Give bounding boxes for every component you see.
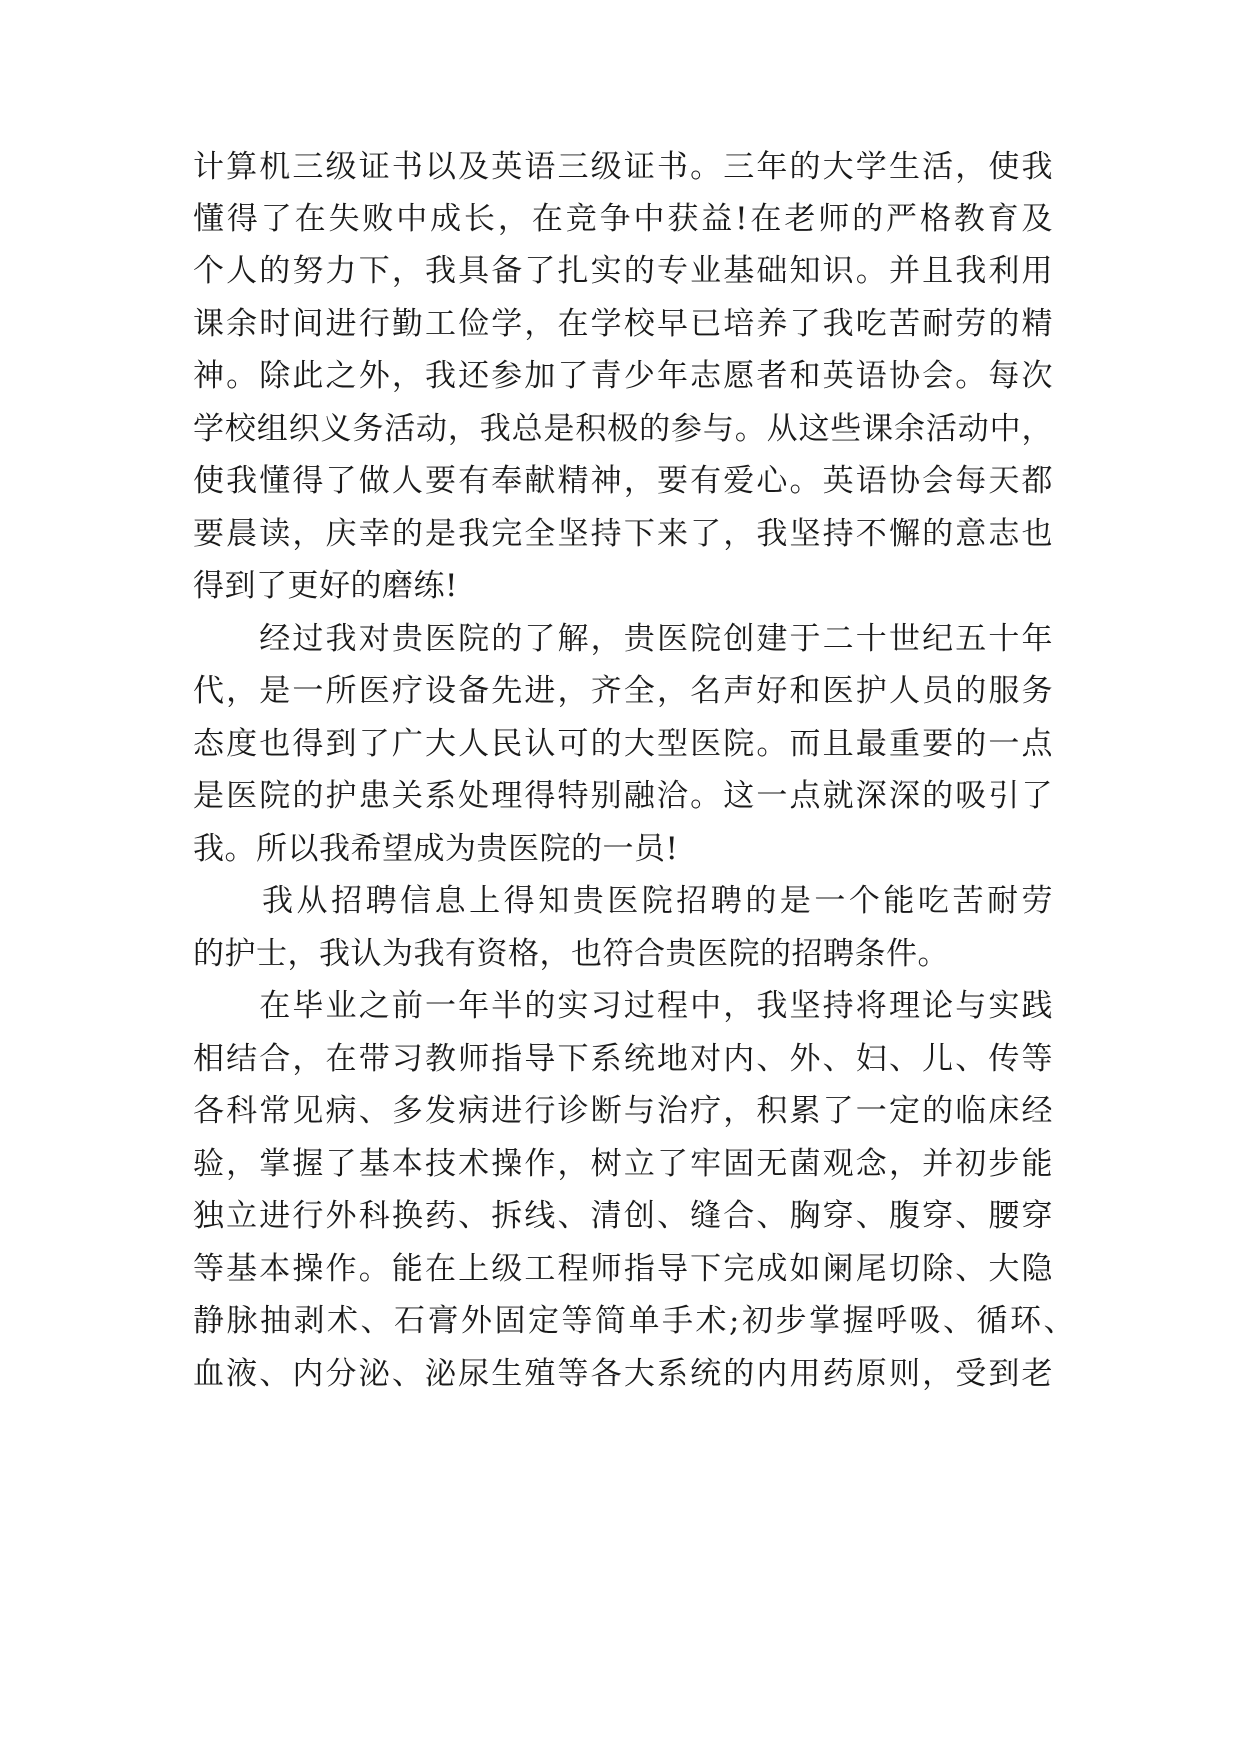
text-line: 计算机三级证书以及英语三级证书。三年的大学生活，使我: [193, 149, 1053, 185]
text-line: 得到了更好的磨练!: [193, 568, 458, 604]
paragraph-start-line: 在毕业之前一年半的实习过程中，我坚持将理论与实践: [193, 988, 1053, 1024]
paragraph-start-line: 我从招聘信息上得知贵医院招聘的是一个能吃苦耐劳: [193, 883, 1053, 919]
text-line: 等基本操作。能在上级工程师指导下完成如阑尾切除、大隐: [193, 1251, 1053, 1287]
text-line: 我。所以我希望成为贵医院的一员!: [193, 831, 679, 867]
text-line: 懂得了在失败中成长，在竞争中获益!在老师的严格教育及: [193, 201, 1053, 237]
text-line: 各科常见病、多发病进行诊断与治疗，积累了一定的临床经: [193, 1093, 1053, 1129]
text-line: 神。除此之外，我还参加了青少年志愿者和英语协会。每次: [193, 358, 1053, 394]
text-line: 血液、内分泌、泌尿生殖等各大系统的内用药原则，受到老: [193, 1356, 1053, 1392]
text-line: 是医院的护患关系处理得特别融洽。这一点就深深的吸引了: [193, 778, 1053, 814]
text-line: 代，是一所医疗设备先进，齐全，名声好和医护人员的服务: [193, 673, 1053, 709]
text-line: 静脉抽剥术、石膏外固定等简单手术;初步掌握呼吸、循环、: [193, 1303, 1075, 1339]
text-line: 要晨读，庆幸的是我完全坚持下来了，我坚持不懈的意志也: [193, 516, 1053, 552]
text-line: 相结合，在带习教师指导下系统地对内、外、妇、儿、传等: [193, 1041, 1053, 1077]
text-line: 态度也得到了广大人民认可的大型医院。而且最重要的一点: [193, 726, 1053, 762]
text-line: 独立进行外科换药、拆线、清创、缝合、胸穿、腹穿、腰穿: [193, 1198, 1053, 1234]
paragraph-start-line: 经过我对贵医院的了解，贵医院创建于二十世纪五十年: [193, 621, 1053, 657]
text-line: 学校组织义务活动，我总是积极的参与。从这些课余活动中，: [193, 411, 1053, 447]
text-line: 验，掌握了基本技术操作，树立了牢固无菌观念，并初步能: [193, 1146, 1053, 1182]
text-line: 使我懂得了做人要有奉献精神，要有爱心。英语协会每天都: [193, 463, 1053, 499]
text-line: 课余时间进行勤工俭学，在学校早已培养了我吃苦耐劳的精: [193, 306, 1053, 342]
text-line: 的护士，我认为我有资格，也符合贵医院的招聘条件。: [193, 936, 949, 972]
text-line: 个人的努力下，我具备了扎实的专业基础知识。并且我利用: [193, 253, 1053, 289]
